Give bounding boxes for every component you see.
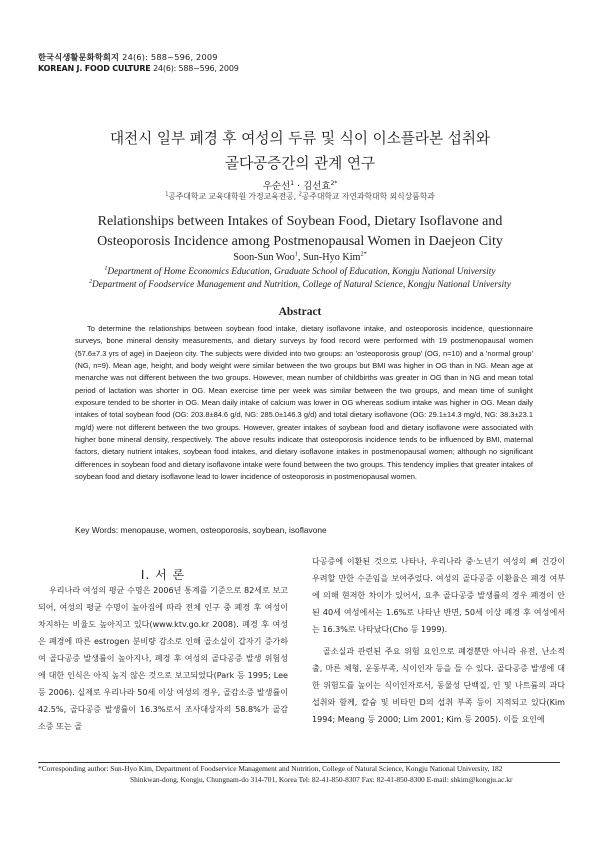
body-column-right — [312, 553, 565, 728]
affil1-en-line — [0, 266, 600, 279]
journal-volume-en: 24(6): 588~596, 2009 — [153, 64, 239, 73]
footnote-line2: Shinkwan-dong, Kongju, Chungnam-do 314-701, Korea Tel: 82-41-850-8307 Fax: 82-41-850-8300 E-mail: shkim@kongju.ac.kr — [130, 774, 513, 784]
title-ko-line2: 골다공증간의 관계 연구 — [224, 155, 376, 172]
author1-en-affil-mark: 1 — [294, 250, 298, 258]
paper-title-en — [0, 212, 600, 252]
paragraph: 골소실과 관련된 주요 위험 요인으로 폐경뿐만 아니라 유전, 난소적출, 마른 체형, 운동부족, 식이인자 등을 들 수 있다. 골다공증 발생에 대한 위험도를 높이는 식이인자로서, 동물성 단백질, 인 및 나트륨의 과다 섭취와 함께, 칼슘 및 비타민 D의 섭취 부족 등이 지적되고 있다(Kim 1994; Meang 등 2000; Lim 2001; Kim 등 2005). 이들 요인에 — [312, 647, 565, 724]
section-heading-introduction: I. 서 론 — [140, 568, 186, 582]
author1-en: Soon-Sun Woo — [233, 252, 295, 263]
author-separator-ko: · — [294, 181, 304, 192]
keywords — [75, 525, 327, 535]
affil1-ko: 공주대학교 교육대학원 가정교육전공, — [168, 192, 299, 201]
affil1-en: Department of Home Economics Education, Graduate School of Education, Kongju National University — [107, 267, 496, 277]
corresponding-author-footnote — [38, 764, 568, 785]
title-en-line1: Relationships between Intakes of Soybean Food, Dietary Isoflavone and — [97, 214, 503, 229]
author2-ko-affil-mark: 2* — [330, 180, 338, 187]
footnote-divider — [38, 762, 560, 763]
paragraph: 다공증에 이환된 것으로 나타나, 우리나라 중·노년기 여성의 뼈 건강이 우려할 만한 수준임을 보여주었다. 여성의 골다공증 이환율은 폐경 여부에 의해 현저한 차이가 있어서, 요추 골다공증 발생률의 경우 폐경이 안 된 40세 여성에서는 1.6%로 나타난 반면, 50세 이상 폐경 후 여성에서는 16.3%로 나타났다(Cho 등 1999). — [312, 557, 565, 634]
affil2-en-mark: 2 — [89, 278, 93, 285]
author1-ko-affil-mark: 1 — [290, 180, 294, 187]
affil2-en: Department of Foodservice Management and Nutrition, College of Natural Science, Kongju National University — [92, 279, 511, 290]
title-ko-line1: 대전시 일부 폐경 후 여성의 두류 및 식이 이소플라본 섭취와 — [109, 130, 491, 147]
paragraph: 우리나라 여성의 평균 수명은 2006년 통계를 기준으로 82세로 보고되어, 여성의 평균 수명이 높아짐에 따라 전체 인구 중 폐경 후 여성이 차지하는 비율도 높아지고 있다(www.ktv.go.kr 2008). 폐경 후 여성은 폐경에 따른 estrogen 분비량 감소로 인해 골소실이 갑자기 증가하여 골다공증 발생률이 높아지나, 폐경 후 여성의 골다공증 발생 위험성에 대한 인식은 아직 높지 않은 것으로 보고되었다(Park 등 1995; Lee 등 2006). 실제로 우리나라 50세 이상 여성의 경우, 골감소증 발생률이 42.5%, 골다공증 발생률이 16.3%로서 조사대상자의 58.8%가 골감소증 또는 골 — [38, 586, 288, 731]
author-separator-en: , — [297, 252, 304, 263]
author2-en: Sun-Hyo Kim — [303, 252, 361, 263]
keywords-list: menopause, women, osteoporosis, soybean, isoflavone — [118, 525, 327, 535]
title-en-line2: Osteoporosis Incidence among Postmenopausal Women in Daejeon City — [97, 234, 503, 249]
author1-ko: 우순선 — [262, 181, 291, 192]
abstract-heading: Abstract — [278, 306, 322, 318]
affiliations-ko — [0, 191, 600, 202]
author2-en-affil-mark: 2* — [360, 250, 367, 258]
journal-title-ko: 한국식생활문화학회지 — [38, 52, 120, 62]
authors-en — [0, 252, 600, 263]
affil1-ko-mark: 1 — [165, 192, 169, 198]
affil2-ko: 공주대학교 자연과학대학 외식상품학과 — [301, 192, 435, 201]
paper-title-ko — [0, 126, 600, 176]
body-column-left — [38, 582, 288, 735]
affil1-en-mark: 1 — [104, 265, 108, 272]
journal-name-ko — [38, 52, 218, 63]
journal-name-en — [38, 64, 239, 73]
affil2-ko-mark: 2 — [298, 192, 302, 198]
affiliations-en — [0, 266, 600, 291]
journal-volume-ko: 24(6): 588~596, 2009 — [122, 52, 218, 62]
affil2-en-line — [0, 279, 600, 292]
authors-ko — [0, 178, 600, 192]
abstract-body: To determine the relationships between soybean food intake, dietary isoflavone intake, and osteoporosis incidence, questionnaire surveys, bone mineral density measurements, and dietary surveys by food record were performed with 19 postmenopausal women (57.6±7.3 yrs of age) in Daejeon city. The subjects were divided into two groups: an 'osteoporosis group' (OG, n=10) and a 'normal group' (NG, n=9). Mean age, height, and body weight were similar between the two groups but BMI was higher in OG than in NG. Mean age at menarche was not different between the two groups. However, mean number of childbirths was greater in OG than in NG and mean total period of lactation was shorter in OG. Mean exercise time per week was similar between the two groups, and mean time of sunlight exposure tended to be shorter in OG. Mean daily intake of calcium was lower in OG whereas sodium intake was higher in OG. Mean daily intakes of total soybean food (OG: 203.8±84.6 g/d, NG: 285.0±146.3 g/d) and total dietary isoflavone (OG: 29.1±14.3 mg/d, NG: 38.3±23.1 mg/d) were not different between the two groups. However, greater intakes of soybean food and dietary isoflavone were associated with higher bone mineral density, respectively. The above results indicate that osteoporosis incidence tends to be influenced by BMI, maternal factors, dietary nutrient intakes, soybean food intakes, and dietary isoflavone intakes in postmenopausal women; although no significant differences in soybean food and dietary isoflavone intake were found between the two groups. This tendency implies that greater intakes of soybean food and dietary isoflavone lead to lower incidence of osteoporosis in postmenopausal women. — [75, 324, 533, 482]
keywords-label: Key Words: — [75, 525, 119, 535]
footnote-line1: *Corresponding author: Sun-Hyo Kim, Department of Foodservice Management and Nutrition, College of Natural Science, Kongju National University, 182 — [38, 764, 503, 773]
journal-title-en: KOREAN J. FOOD CULTURE — [38, 64, 151, 73]
author2-ko: 김선효 — [303, 181, 331, 192]
